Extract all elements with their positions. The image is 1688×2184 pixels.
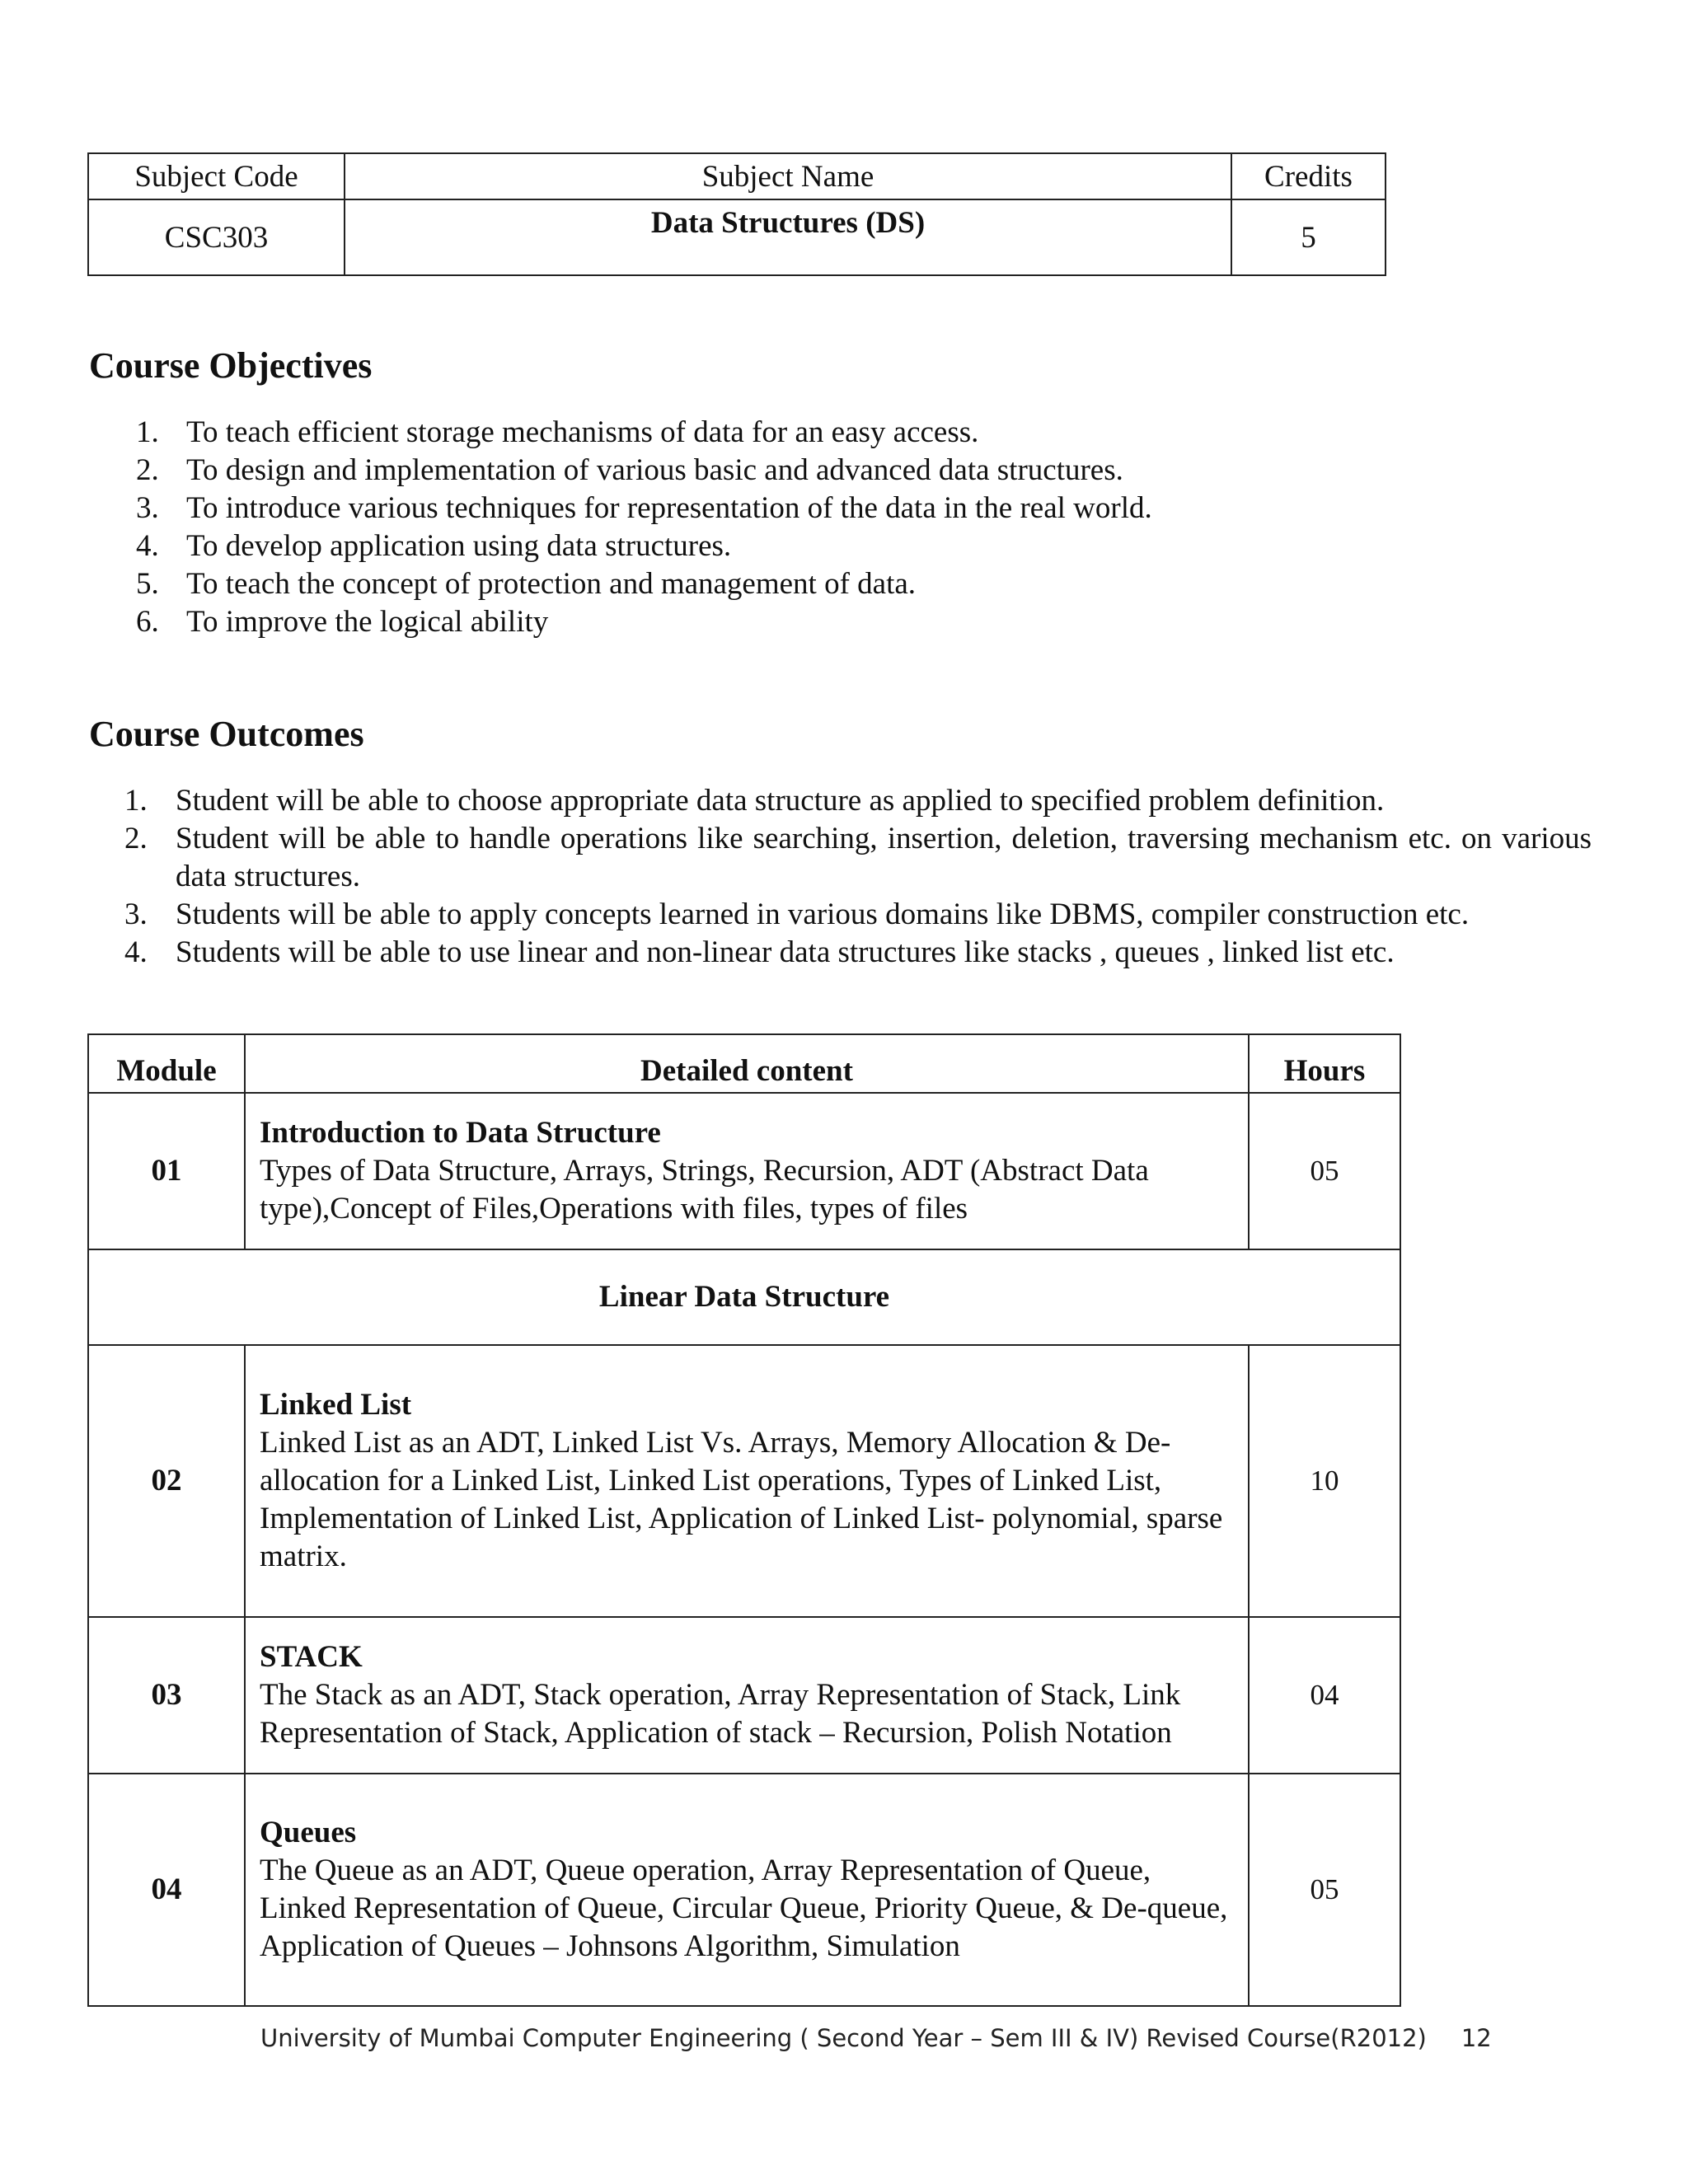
content-header: Detailed content: [245, 1034, 1249, 1093]
list-item-text: To improve the logical ability: [186, 605, 549, 639]
course-outcomes-heading: Course Outcomes: [89, 714, 364, 754]
module-title: Queues: [260, 1816, 357, 1849]
list-item: [124, 782, 1592, 820]
course-outcomes-list: [124, 782, 1592, 972]
list-item-text: To introduce various techniques for representation of the data in the real world.: [186, 491, 1152, 525]
list-item-number: 6.: [136, 605, 159, 639]
credits-header: Credits: [1231, 153, 1386, 199]
page-number: 12: [1461, 2024, 1492, 2052]
list-item-text: Student will be able to choose appropriate data structure as applied to specified problem definition.: [176, 784, 1385, 818]
list-item: [136, 490, 1290, 527]
footer-text: University of Mumbai Computer Engineering ( Second Year – Sem III & IV) Revised Course(R2012): [260, 2024, 1427, 2052]
list-item: [136, 414, 1290, 452]
module-number: 04: [88, 1774, 245, 2006]
module-body: Linked List as an ADT, Linked List Vs. Arrays, Memory Allocation & De-allocation for a Linked List, Linked List operations, Types of Linked List, Implementation of Linked List, Application of Linked List- polynomial, sparse matrix.: [260, 1426, 1223, 1573]
list-item-number: 3.: [136, 491, 159, 525]
list-item: [136, 603, 1290, 641]
subject-name-value: Data Structures (DS): [345, 199, 1231, 275]
table-row: [88, 1617, 1400, 1774]
section-row: [88, 1249, 1400, 1345]
list-item-number: 4.: [124, 935, 148, 969]
table-row: [88, 1093, 1400, 1249]
module-table: [87, 1033, 1401, 2007]
module-hours: 04: [1249, 1617, 1400, 1774]
subject-table: [87, 152, 1386, 276]
course-objectives-heading: Course Objectives: [89, 345, 373, 386]
module-content: [245, 1345, 1249, 1617]
module-body: The Queue as an ADT, Queue operation, Array Representation of Queue, Linked Representation of Queue, Circular Queue, Priority Queue, & De-queue, Application of Queues – Johnsons Algorithm, Simulation: [260, 1854, 1228, 1963]
list-item-text: Student will be able to handle operations like searching, insertion, deletion, traversing mechanism etc. on various data structures.: [176, 822, 1592, 893]
list-item: [124, 820, 1592, 896]
module-hours: 10: [1249, 1345, 1400, 1617]
list-item-number: 2.: [124, 822, 148, 855]
list-item-text: To develop application using data structures.: [186, 529, 732, 563]
page-footer: [260, 2024, 1492, 2052]
list-item-text: To design and implementation of various basic and advanced data structures.: [186, 453, 1123, 487]
list-item-number: 1.: [136, 415, 159, 449]
table-row: [88, 1345, 1400, 1617]
list-item: [136, 452, 1290, 490]
list-item: [136, 565, 1290, 603]
module-body: The Stack as an ADT, Stack operation, Array Representation of Stack, Link Representation of Stack, Application of stack – Recursion, Polish Notation: [260, 1678, 1181, 1750]
module-content: [245, 1774, 1249, 2006]
module-number: 02: [88, 1345, 245, 1617]
list-item-number: 3.: [124, 898, 148, 931]
table-row: [88, 1774, 1400, 2006]
list-item-text: Students will be able to apply concepts learned in various domains like DBMS, compiler construction etc.: [176, 898, 1470, 931]
module-header: Module: [88, 1034, 245, 1093]
list-item-text: To teach the concept of protection and management of data.: [186, 567, 917, 601]
module-hours: 05: [1249, 1093, 1400, 1249]
list-item-number: 4.: [136, 529, 159, 563]
hours-header: Hours: [1249, 1034, 1400, 1093]
module-content: [245, 1617, 1249, 1774]
module-title: Introduction to Data Structure: [260, 1116, 661, 1150]
subject-name-header: Subject Name: [345, 153, 1231, 199]
module-body: Types of Data Structure, Arrays, Strings, Recursion, ADT (Abstract Data type),Concept of Files,Operations with files, types of files: [260, 1154, 1149, 1226]
list-item-number: 5.: [136, 567, 159, 601]
list-item: [124, 896, 1592, 934]
module-title: STACK: [260, 1640, 363, 1674]
course-objectives-list: [136, 414, 1290, 641]
module-hours: 05: [1249, 1774, 1400, 2006]
list-item: [136, 527, 1290, 565]
list-item-number: 2.: [136, 453, 159, 487]
list-item-number: 1.: [124, 784, 148, 818]
credits-value: 5: [1231, 199, 1386, 275]
subject-code-header: Subject Code: [88, 153, 345, 199]
module-number: 03: [88, 1617, 245, 1774]
list-item-text: To teach efficient storage mechanisms of data for an easy access.: [186, 415, 979, 449]
module-table-header: [88, 1034, 1400, 1093]
module-number: 01: [88, 1093, 245, 1249]
list-item-text: Students will be able to use linear and non-linear data structures like stacks , queues , linked list etc.: [176, 935, 1395, 969]
list-item: [124, 934, 1592, 972]
module-title: Linked List: [260, 1388, 412, 1422]
module-content: [245, 1093, 1249, 1249]
section-linear-data-structure: Linear Data Structure: [88, 1249, 1400, 1345]
subject-code-value: CSC303: [88, 199, 345, 275]
